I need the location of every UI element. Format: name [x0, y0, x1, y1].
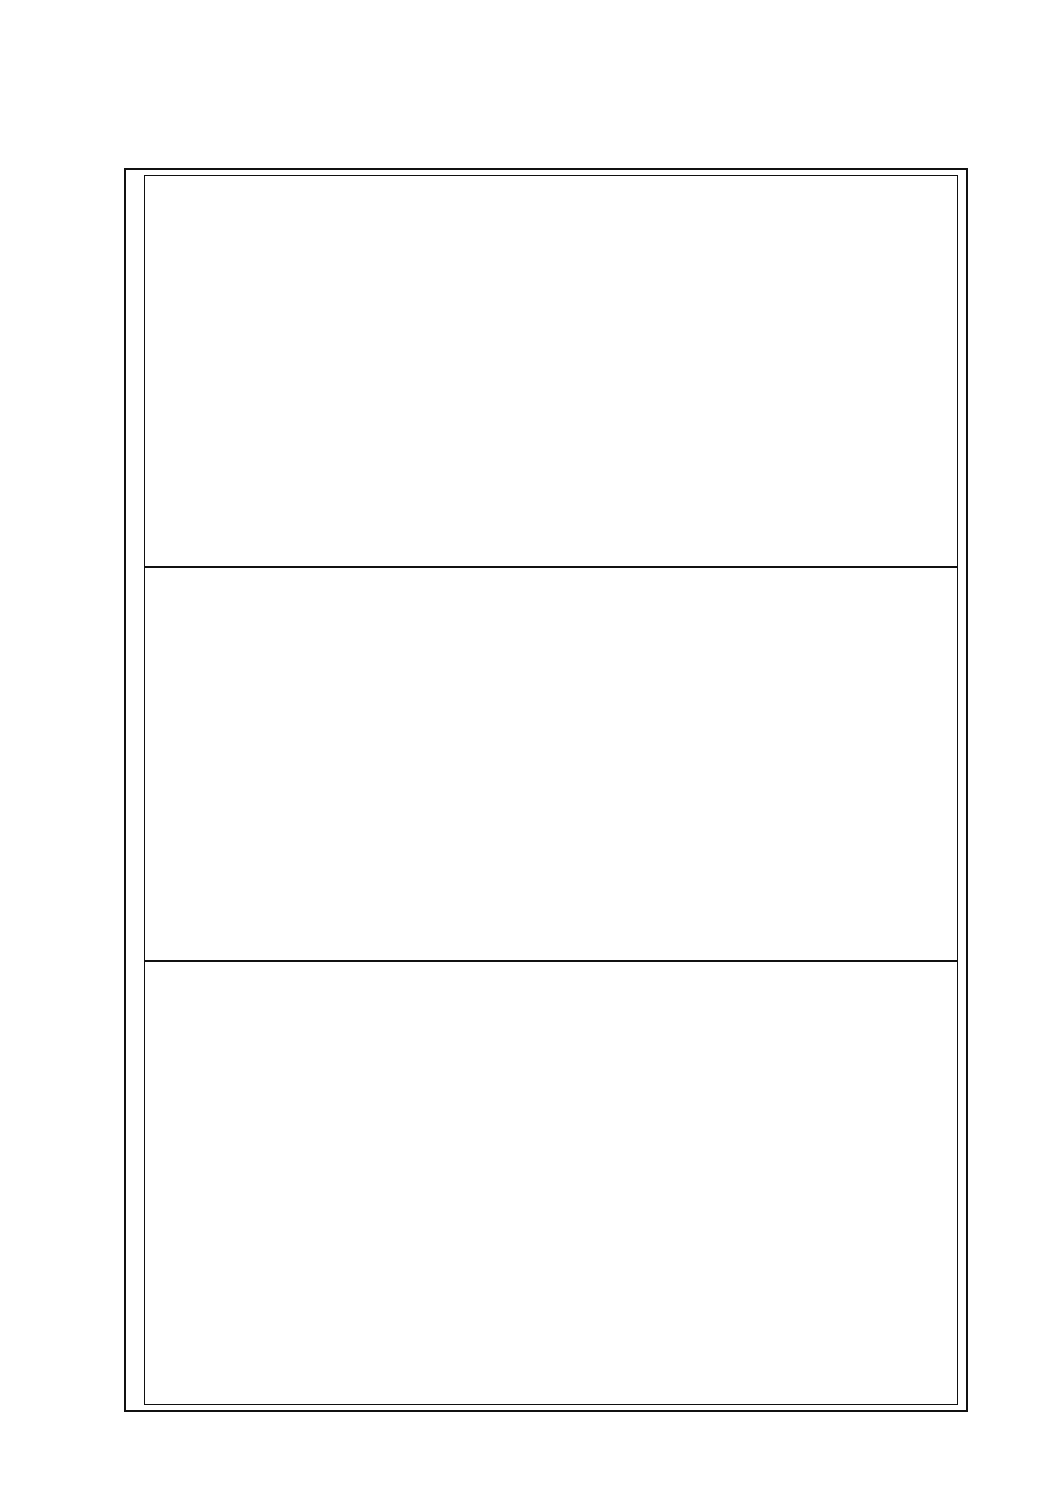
section-bottom	[144, 962, 958, 1405]
section-top	[144, 175, 958, 566]
section-middle	[144, 568, 958, 960]
